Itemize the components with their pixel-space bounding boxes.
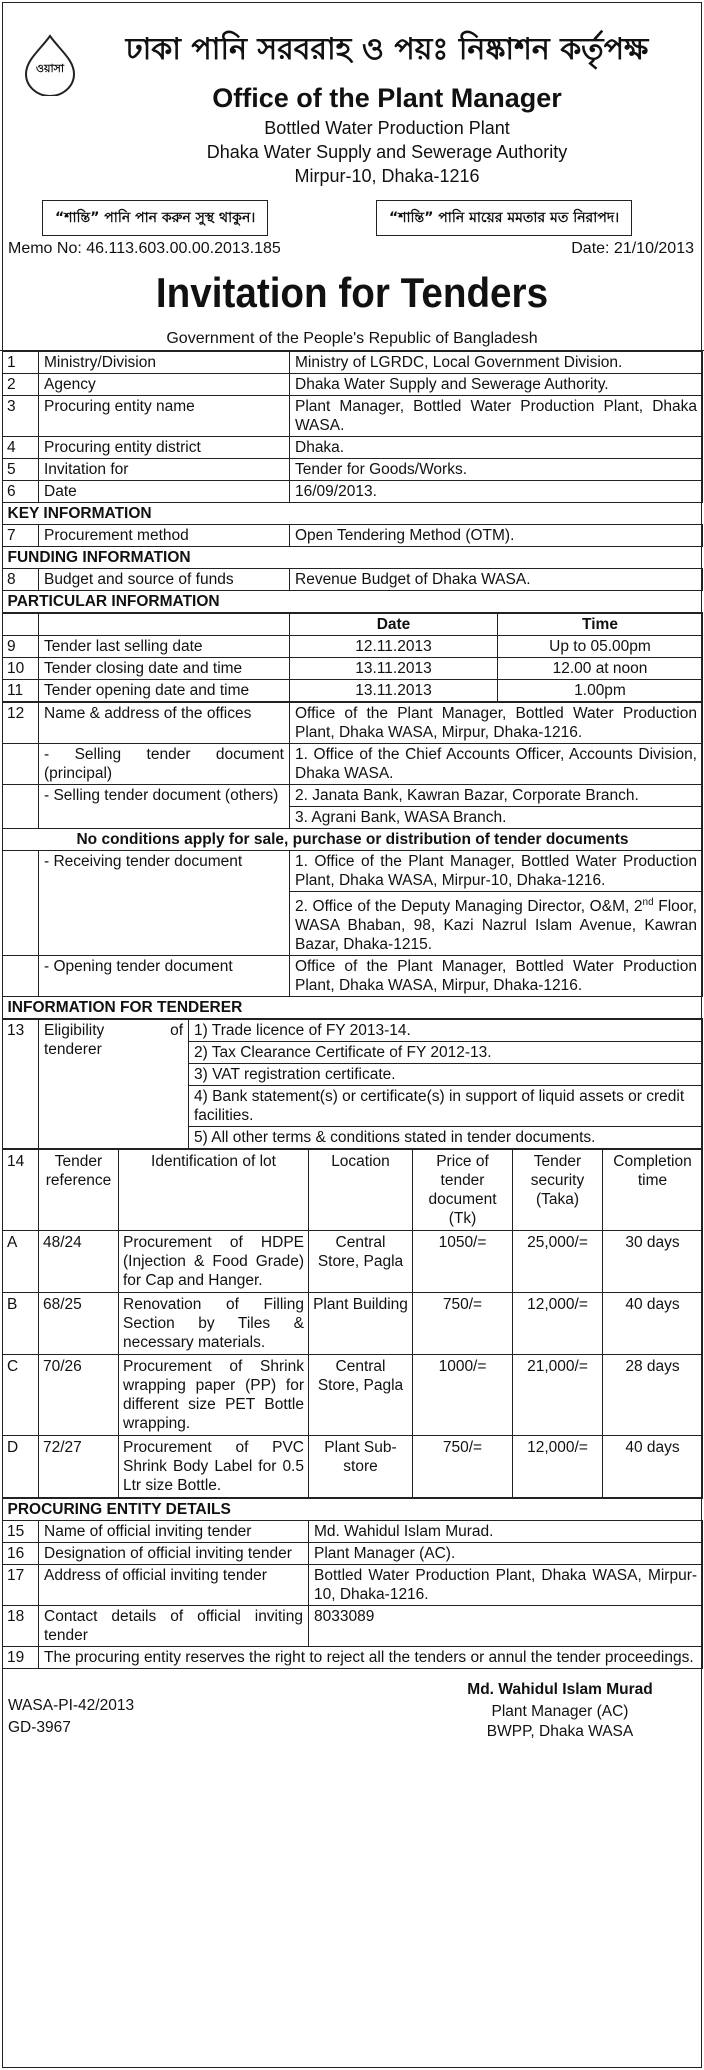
- row-number: 9: [3, 636, 39, 658]
- row-value: 16/09/2013.: [290, 481, 703, 503]
- row-value: 1. Office of the Plant Manager, Bottled Water Production Plant, Dhaka WASA, Mirpur-10, Dhaka-1216.: [290, 851, 703, 892]
- row-number: 11: [3, 680, 39, 702]
- lot-reference: 48/24: [39, 1231, 119, 1293]
- row-number: 17: [3, 1565, 39, 1606]
- offices-table: [2, 702, 703, 1019]
- eligibility-item: 3) VAT registration certificate.: [189, 1064, 703, 1086]
- table-row: [3, 1606, 703, 1647]
- table-row: [3, 785, 703, 807]
- column-header: Tender security (Taka): [513, 1150, 603, 1231]
- row-number: 10: [3, 658, 39, 680]
- table-row: [3, 1436, 703, 1498]
- row-label: Date: [39, 481, 290, 503]
- row-value: 8033089: [309, 1606, 703, 1647]
- table-row: [3, 680, 703, 702]
- row-number: 1: [3, 352, 39, 374]
- row-number: 18: [3, 1606, 39, 1647]
- lot-id: B: [3, 1293, 39, 1355]
- row-label: Tender opening date and time: [39, 680, 290, 702]
- row-time: 1.00pm: [498, 680, 703, 702]
- table-row: [3, 744, 703, 785]
- lot-id: A: [3, 1231, 39, 1293]
- schedule-table: [2, 613, 703, 702]
- lot-description: Procurement of HDPE (Injection & Food Grade) for Cap and Hanger.: [119, 1231, 309, 1293]
- procuring-heading: PROCURING ENTITY DETAILS: [3, 1499, 703, 1521]
- column-header: Completion time: [603, 1150, 703, 1231]
- row-value: Bottled Water Production Plant, Dhaka WASA, Mirpur-10, Dhaka-1216.: [309, 1565, 703, 1606]
- section-heading-row: [3, 547, 703, 569]
- table-row: [3, 481, 703, 503]
- section-heading-row: [3, 591, 703, 613]
- logo-text: ওয়াসা: [35, 62, 65, 75]
- section-heading-row: [3, 1499, 703, 1521]
- signer-name: Md. Wahidul Islam Murad: [467, 1681, 653, 1699]
- row-label: Ministry/Division: [39, 352, 290, 374]
- lot-reference: 72/27: [39, 1436, 119, 1498]
- time-header: Time: [498, 614, 703, 636]
- row-number: 6: [3, 481, 39, 503]
- office-title: Office of the Plant Manager: [212, 83, 562, 113]
- receiving-address-part: 2. Office of the Deputy Managing Director, O&M, 2: [295, 898, 643, 916]
- eligibility-item: 5) All other terms & conditions stated in tender documents.: [189, 1127, 703, 1149]
- signer-unit: BWPP, Dhaka WASA: [486, 1723, 634, 1741]
- receiving-address-part: Floor, WASA Bhaban, 98, Kazi Nazrul Islam Avenue, Kawran Bazar, Dhaka-1215.: [295, 898, 698, 954]
- row-value: 3. Agrani Bank, WASA Branch.: [290, 807, 703, 829]
- tenderer-heading: INFORMATION FOR TENDERER: [3, 997, 703, 1019]
- procuring-entity-table: [2, 1498, 703, 1669]
- column-header: Location: [309, 1150, 413, 1231]
- row-time: 12.00 at noon: [498, 658, 703, 680]
- eligibility-table: [2, 1019, 703, 1149]
- address-line: Mirpur-10, Dhaka-1216: [294, 166, 480, 186]
- row-label: Procuring entity name: [39, 396, 290, 437]
- row-number: 3: [3, 396, 39, 437]
- column-header: Price of tender document (Tk): [413, 1150, 513, 1231]
- row-value: Md. Wahidul Islam Murad.: [309, 1521, 703, 1543]
- slogan-right: “শান্তি” পানি মায়ের মমতার মত নিরাপদ।: [376, 200, 632, 236]
- row-label: Procurement method: [39, 525, 290, 547]
- lot-price: 750/=: [413, 1293, 513, 1355]
- row-label: Tender closing date and time: [39, 658, 290, 680]
- row-label: Eligibility of tenderer: [39, 1020, 189, 1149]
- table-row: [3, 1521, 703, 1543]
- row-date: 13.11.2013: [290, 658, 498, 680]
- row-value: Tender for Goods/Works.: [290, 459, 703, 481]
- table-row: [3, 374, 703, 396]
- particular-heading: PARTICULAR INFORMATION: [3, 591, 703, 613]
- table-row: [3, 437, 703, 459]
- date-header: Date: [290, 614, 498, 636]
- row-label: Invitation for: [39, 459, 290, 481]
- row-label: - Selling tender document (others): [39, 785, 290, 829]
- eligibility-item: 1) Trade licence of FY 2013-14.: [189, 1020, 703, 1042]
- row-value: Plant Manager, Bottled Water Production Plant, Dhaka WASA.: [290, 396, 703, 437]
- row-label: Contact details of official inviting tender: [39, 1606, 309, 1647]
- ordinal-suffix: nd: [642, 897, 654, 908]
- memo-date: Date: 21/10/2013: [571, 240, 694, 257]
- table-row: [3, 851, 703, 892]
- lot-description: Renovation of Filling Section by Tiles & necessary materials.: [119, 1293, 309, 1355]
- row-number: 15: [3, 1521, 39, 1543]
- table-row: [3, 352, 703, 374]
- row-label: Name of official inviting tender: [39, 1521, 309, 1543]
- lot-reference: 68/25: [39, 1293, 119, 1355]
- table-row: [3, 525, 703, 547]
- row-value: 2. Janata Bank, Kawran Bazar, Corporate Branch.: [290, 785, 703, 807]
- row-number: 12: [3, 703, 39, 744]
- letterhead: [0, 0, 704, 190]
- table-row: [3, 1020, 703, 1042]
- table-row: [3, 1543, 703, 1565]
- lot-reference: 70/26: [39, 1355, 119, 1436]
- row-value: Ministry of LGRDC, Local Government Division.: [290, 352, 703, 374]
- table-row: [3, 1565, 703, 1606]
- row-label: - Selling tender document (principal): [39, 744, 290, 785]
- section-heading-row: [3, 997, 703, 1019]
- row-label: Procuring entity district: [39, 437, 290, 459]
- lot-security: 25,000/=: [513, 1231, 603, 1293]
- column-header: Tender reference: [39, 1150, 119, 1231]
- row-value: Office of the Plant Manager, Bottled Water Production Plant, Dhaka WASA, Mirpur, Dhaka-1216.: [290, 956, 703, 997]
- row-label: Tender last selling date: [39, 636, 290, 658]
- slogan-left: “শান্তি” পানি পান করুন সুস্থ থাকুন।: [42, 200, 268, 236]
- table-row: [3, 1231, 703, 1293]
- footer: [0, 1669, 704, 1749]
- reservation-note: The procuring entity reserves the right to reject all the tenders or annul the tender proceedings.: [39, 1647, 703, 1669]
- row-number: 2: [3, 374, 39, 396]
- lot-security: 12,000/=: [513, 1293, 603, 1355]
- lots-table: [2, 1149, 703, 1498]
- authority-name: Dhaka Water Supply and Sewerage Authority: [206, 142, 568, 162]
- row-label: Designation of official inviting tender: [39, 1543, 309, 1565]
- row-value: Plant Manager (AC).: [309, 1543, 703, 1565]
- lot-price: 1000/=: [413, 1355, 513, 1436]
- row-value: Office of the Plant Manager, Bottled Water Production Plant, Dhaka WASA, Mirpur, Dhaka-1216.: [290, 703, 703, 744]
- row-label: Name & address of the offices: [39, 703, 290, 744]
- row-date: 12.11.2013: [290, 636, 498, 658]
- key-info-heading: KEY INFORMATION: [3, 503, 703, 525]
- table-row: [3, 459, 703, 481]
- lots-header-row: [3, 1150, 703, 1231]
- row-number: 16: [3, 1543, 39, 1565]
- row-label: - Receiving tender document: [39, 851, 290, 956]
- table-row: [3, 658, 703, 680]
- row-value: [290, 892, 703, 956]
- row-number: 8: [3, 569, 39, 591]
- table-row: [3, 703, 703, 744]
- lot-description: Procurement of Shrink wrapping paper (PP) for different size PET Bottle wrapping.: [119, 1355, 309, 1436]
- row-number: 14: [3, 1150, 39, 1231]
- lot-id: C: [3, 1355, 39, 1436]
- row-date: 13.11.2013: [290, 680, 498, 702]
- lot-security: 12,000/=: [513, 1436, 603, 1498]
- column-header: Identification of lot: [119, 1150, 309, 1231]
- lot-location: Central Store, Pagla: [309, 1355, 413, 1436]
- schedule-header-row: [3, 614, 703, 636]
- row-label: Agency: [39, 374, 290, 396]
- lot-id: D: [3, 1436, 39, 1498]
- no-conditions-row: [3, 829, 703, 851]
- row-time: Up to 05.00pm: [498, 636, 703, 658]
- lot-location: Plant Sub-store: [309, 1436, 413, 1498]
- table-row: [3, 636, 703, 658]
- row-value: Open Tendering Method (OTM).: [290, 525, 703, 547]
- lot-description: Procurement of PVC Shrink Body Label for 0.5 Ltr size Bottle.: [119, 1436, 309, 1498]
- row-value: Dhaka Water Supply and Sewerage Authority.: [290, 374, 703, 396]
- table-row: [3, 1355, 703, 1436]
- row-number: 4: [3, 437, 39, 459]
- row-label: Budget and source of funds: [39, 569, 290, 591]
- general-info-table: [2, 351, 703, 613]
- lot-location: Plant Building: [309, 1293, 413, 1355]
- row-number: 5: [3, 459, 39, 481]
- lot-price: 1050/=: [413, 1231, 513, 1293]
- reference-code: WASA-PI-42/2013: [8, 1697, 135, 1715]
- table-row: [3, 1647, 703, 1669]
- lot-completion: 40 days: [603, 1293, 703, 1355]
- slogan-row: [0, 190, 704, 236]
- row-value: Dhaka.: [290, 437, 703, 459]
- table-row: [3, 396, 703, 437]
- eligibility-item: 2) Tax Clearance Certificate of FY 2012-13.: [189, 1042, 703, 1064]
- lot-completion: 30 days: [603, 1231, 703, 1293]
- row-number: 19: [3, 1647, 39, 1669]
- lot-completion: 28 days: [603, 1355, 703, 1436]
- lot-price: 750/=: [413, 1436, 513, 1498]
- lot-completion: 40 days: [603, 1436, 703, 1498]
- lot-location: Central Store, Pagla: [309, 1231, 413, 1293]
- memo-number: Memo No: 46.113.603.00.00.2013.185: [8, 240, 281, 257]
- row-value: 1. Office of the Chief Accounts Officer, Accounts Division, Dhaka WASA.: [290, 744, 703, 785]
- eligibility-item: 4) Bank statement(s) or certificate(s) in support of liquid assets or credit facilities.: [189, 1086, 703, 1127]
- funding-heading: FUNDING INFORMATION: [3, 547, 703, 569]
- table-row: [3, 1293, 703, 1355]
- row-number: 7: [3, 525, 39, 547]
- signer-designation: Plant Manager (AC): [491, 1703, 629, 1721]
- table-row: [3, 956, 703, 997]
- plant-name: Bottled Water Production Plant: [264, 118, 510, 138]
- notice-title: Invitation for Tenders: [155, 269, 549, 316]
- gd-code: GD-3967: [8, 1719, 71, 1737]
- lot-security: 21,000/=: [513, 1355, 603, 1436]
- row-label: - Opening tender document: [39, 956, 290, 997]
- government-line: Government of the People's Republic of Bangladesh: [0, 328, 704, 351]
- organization-name-bangla: ঢাকা পানি সরবরাহ ও পয়ঃ নিষ্কাশন কর্তৃপক্ষ: [125, 32, 649, 67]
- section-heading-row: [3, 503, 703, 525]
- row-label: Address of official inviting tender: [39, 1565, 309, 1606]
- no-conditions-note: No conditions apply for sale, purchase or distribution of tender documents: [3, 829, 703, 851]
- table-row: [3, 569, 703, 591]
- memo-row: [0, 236, 704, 266]
- row-number: 13: [3, 1020, 39, 1149]
- row-value: Revenue Budget of Dhaka WASA.: [290, 569, 703, 591]
